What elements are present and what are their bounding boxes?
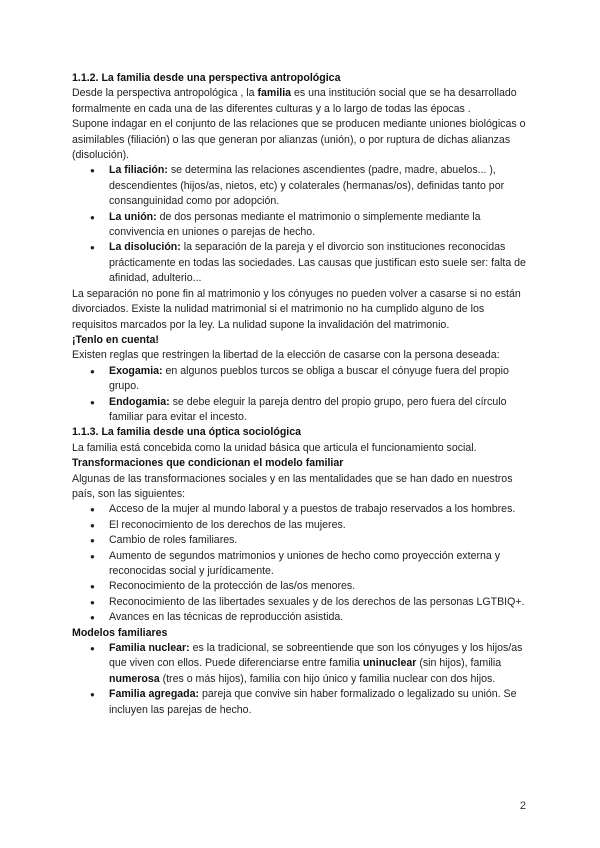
section-heading-1-1-2: 1.1.2. La familia desde una perspectiva antropológica (72, 72, 341, 84)
item-text: se determina las relaciones ascendientes (padre, madre, abuelos... ), descendientes (hijos/as, nietos, etc) y colaterales (hermanas/os), definidas tanto por consanguinidad como por adopción. (109, 164, 505, 208)
paragraph: Supone indagar en el conjunto de las relaciones que se producen mediante uniones biológicas o asimilables (filiación) o las que generan por alianzas (unión), o por ruptura de dichas alianzas (disolución). (72, 118, 526, 162)
bold-term: Familia agregada: (109, 688, 200, 701)
list-item: ● Reconocimiento de la protección de las/os menores. (107, 579, 532, 594)
list-item (107, 210, 532, 241)
list-item (107, 687, 532, 718)
rules-list (72, 364, 532, 426)
list-item (107, 240, 532, 286)
paragraph: Algunas de las transformaciones sociales y en las mentalidades que se han dado en nuestros país, son las siguientes: (72, 472, 513, 500)
item-text: pareja que convive sin haber formalizado o legalizado su unión. Se incluyen las parejas de hecho. (109, 688, 517, 716)
models-list (72, 641, 532, 718)
item-text: es la tradicional, se sobreentiende que son los cónyuges y los hijos/as que viven con ellos. Puede diferenciarse entre familia (109, 642, 523, 670)
section-heading-1-1-3: 1.1.3. La familia desde una óptica sociológica (72, 426, 302, 439)
list-item (107, 163, 532, 209)
bold-term: uninuclear (362, 657, 417, 670)
bold-term: Endogamia: (109, 395, 170, 408)
note-heading: ¡Tenlo en cuenta! (72, 333, 159, 346)
bold-term: La unión: (109, 210, 157, 223)
relations-list (72, 163, 532, 286)
item-text: la separación de la pareja y el divorcio son instituciones reconocidas prácticamente en todas las sociedades. Las causas que justifican esto suele ser: falta de afinidad, adulterio... (109, 241, 526, 285)
bold-term: familia (257, 87, 292, 100)
item-text: en algunos pueblos turcos se obliga a buscar el cónyuge fuera del propio grupo. (109, 364, 509, 393)
page-number: 2 (519, 800, 526, 812)
bold-term: La disolución: (109, 241, 181, 254)
paragraph: La familia está concebida como la unidad básica que articula el funcionamiento social. (72, 441, 477, 454)
list-item: ● Acceso de la mujer al mundo laboral y a puestos de trabajo reservados a los hombres. (107, 502, 532, 517)
list-item (107, 641, 532, 687)
transformations-list (72, 502, 532, 625)
list-item: ● Reconocimiento de las libertades sexuales y de los derechos de las personas LGTBIQ+. (107, 595, 532, 610)
bold-term: La filiación: (109, 164, 168, 177)
subheading-models: Modelos familiares (72, 626, 168, 639)
bold-term: Exogamia: (109, 364, 163, 377)
subheading-transformations: Transformaciones que condicionan el modelo familiar (72, 457, 344, 470)
list-item: ● Aumento de segundos matrimonios y uniones de hecho como proyección externa y reconocidas social y jurídicamente. (107, 549, 532, 580)
document-body (72, 71, 532, 718)
item-text: (sin hijos), familia (416, 657, 502, 670)
paragraph (72, 86, 532, 117)
list-item (107, 364, 532, 395)
bold-term: Familia nuclear: (109, 642, 190, 655)
list-item (107, 395, 532, 426)
bold-term: numerosa (109, 672, 160, 685)
list-item: ● Cambio de roles familiares. (107, 533, 532, 548)
paragraph: Existen reglas que restringen la libertad de la elección de casarse con la persona deseada: (72, 349, 500, 362)
text-span: es una institución social que se ha desarrollado formalmente en cada una de las diferentes culturas y a lo largo de todas las épocas . (72, 87, 517, 115)
list-item: ● El reconocimiento de los derechos de las mujeres. (107, 518, 532, 533)
item-text: (tres o más hijos), familia con hijo único y familia nuclear con dos hijos. (159, 672, 496, 685)
item-text: de dos personas mediante el matrimonio o simplemente mediante la convivencia en uniones o parejas de hecho. (109, 210, 481, 239)
text-span: Desde la perspectiva antropológica , la (72, 87, 258, 100)
list-item: ● Avances en las técnicas de reproducción asistida. (107, 610, 532, 625)
item-text: se debe eleguir la pareja dentro del propio grupo, pero fuera del círculo familiar para evitar el incesto. (109, 395, 507, 423)
paragraph: La separación no pone fin al matrimonio y los cónyuges no pueden volver a casarse si no están divorciados. Existe la nulidad matrimonial si el matrimonio no ha cumplido alguno de los requisitos marcados por la ley. La nulidad supone la invalidación del matrimonio. (72, 287, 521, 331)
